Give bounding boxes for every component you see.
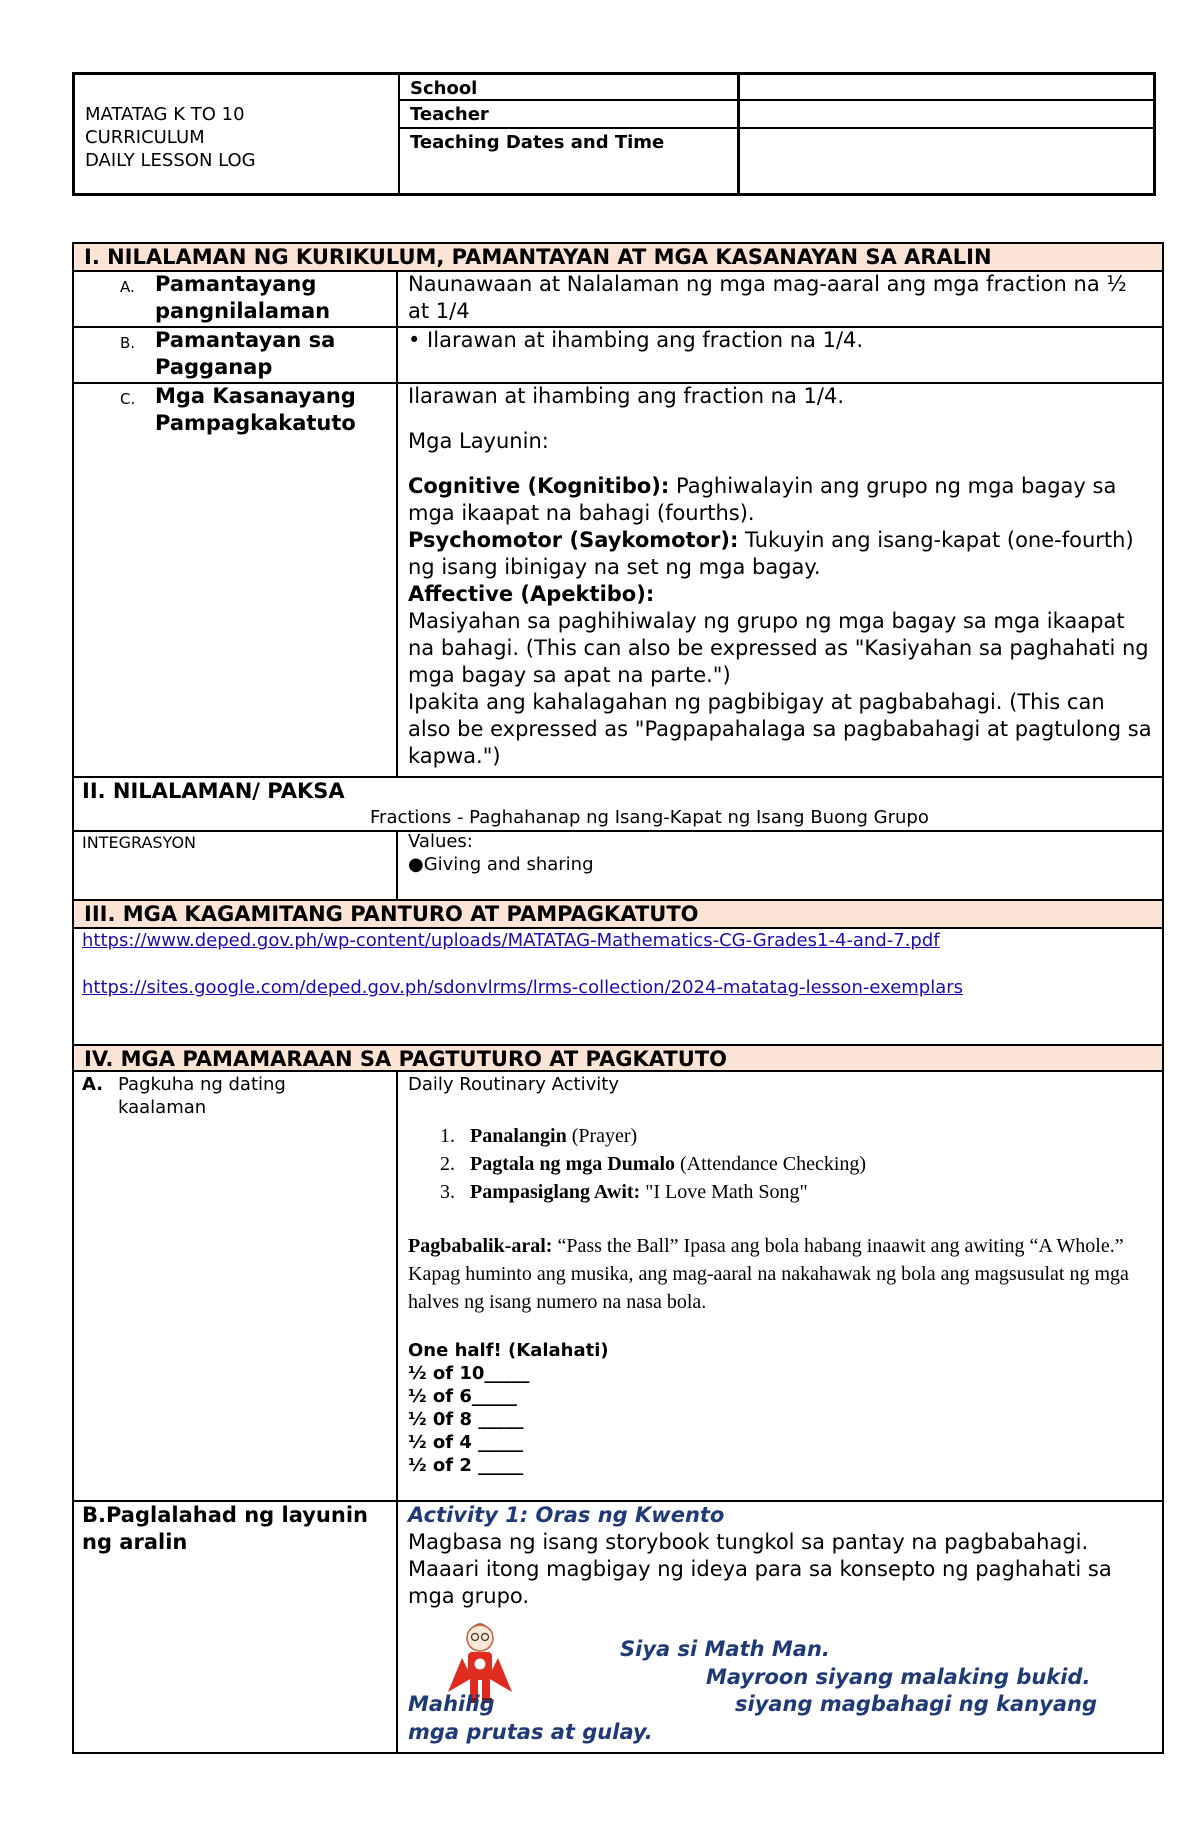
routine-item-2: 2. Pagtala ng mga Dumalo (Attendance Checking) bbox=[440, 1153, 867, 1175]
activity-text: Magbasa ng isang storybook tungkol sa pantay na pagbabahagi. Maaari itong magbigay ng ideya para sa konsepto ng paghahati sa mga grupo. bbox=[408, 1530, 1112, 1608]
school-row bbox=[400, 75, 1153, 101]
column-divider-1 bbox=[396, 272, 398, 776]
story-line-3: Mahilig bbox=[408, 1692, 495, 1716]
psychomotor-objective bbox=[408, 527, 1153, 581]
psychomotor-text: Tukuyin ang isang-kapat (one-fourth) ng isang ibinigay na set ng mga bagay. bbox=[408, 528, 1134, 579]
cognitive-label: Cognitive (Kognitibo): bbox=[408, 474, 670, 498]
activity-block bbox=[408, 1502, 1153, 1610]
row-a-label: Pamantayang pangnilalaman bbox=[155, 272, 331, 323]
routine-item-1: 1. Panalangin (Prayer) bbox=[440, 1125, 638, 1147]
section-1-header bbox=[72, 242, 1164, 272]
title-line-1: MATATAG K TO 10 bbox=[85, 104, 245, 125]
title-line-2: CURRICULUM bbox=[85, 127, 205, 148]
section-3-header bbox=[72, 899, 1164, 929]
section-2-title: II. NILALAMAN/ PAKSA bbox=[82, 779, 345, 803]
half-item-1: ½ of 10_____ bbox=[408, 1363, 530, 1384]
row-c-intro: Ilarawan at ihambing ang fraction na 1/4. bbox=[408, 384, 845, 408]
teacher-label: Teacher bbox=[410, 104, 489, 125]
routine-item-3: 3. Pampasiglang Awit: "I Love Math Song" bbox=[440, 1181, 808, 1203]
half-item-3: ½ 0f 8 _____ bbox=[408, 1409, 524, 1430]
row-iv-b-label: B.Paglalahad ng layunin ng aralin bbox=[82, 1503, 368, 1554]
review-label: Pagbabalik-aral: bbox=[408, 1235, 553, 1257]
row-c-letter: C. bbox=[120, 390, 136, 408]
affective-text-2: Ipakita ang kahalagahan ng pagbibigay at pagbabahagi. (This can also be expressed as "Pagpapahalaga sa pagbabahagi at pagtulong sa kapwa.") bbox=[408, 690, 1152, 768]
row-c-content bbox=[408, 383, 1153, 770]
half-item-2: ½ of 6_____ bbox=[408, 1386, 517, 1407]
row-c-label: Mga Kasanayang Pampagkakatuto bbox=[155, 384, 356, 435]
psychomotor-label: Psychomotor (Saykomotor): bbox=[408, 528, 739, 552]
section-4-title: IV. MGA PAMAMARAAN SA PAGTUTURO AT PAGKATUTO bbox=[84, 1047, 727, 1071]
affective-objective bbox=[408, 581, 1153, 608]
review-paragraph bbox=[408, 1232, 1153, 1316]
curriculum-title bbox=[75, 75, 400, 193]
table-left-border bbox=[72, 242, 74, 1754]
row-iv-a-label: Pagkuha ng dating kaalaman bbox=[118, 1074, 286, 1118]
row-a-letter: A. bbox=[120, 278, 135, 296]
story-line-1: Siya si Math Man. bbox=[620, 1637, 830, 1661]
row-a-content: Naunawaan at Nalalaman ng mga mag-aaral ang mga fraction na ½ at 1/4 bbox=[408, 272, 1127, 323]
values-label: Values: bbox=[408, 831, 473, 852]
cognitive-objective bbox=[408, 473, 1153, 527]
dates-row bbox=[400, 129, 1153, 193]
routine-title: Daily Routinary Activity bbox=[408, 1074, 619, 1095]
title-line-3: DAILY LESSON LOG bbox=[85, 150, 256, 171]
section-4-header bbox=[72, 1044, 1164, 1072]
half-title: One half! (Kalahati) bbox=[408, 1340, 609, 1361]
affective-text: Masiyahan sa paghihiwalay ng grupo ng mga bagay sa mga ikaapat na bahagi. (This can also be expressed as "Kasiyahan sa paghahati ng mga bagay sa apat na parte.") bbox=[408, 609, 1149, 687]
reference-link-1[interactable]: https://www.deped.gov.ph/wp-content/uploads/MATATAG-Mathematics-CG-Grades1-4-and-7.pdf bbox=[82, 930, 940, 951]
story-line-4: siyang magbahagi ng kanyang bbox=[735, 1692, 1098, 1716]
affective-label: Affective (Apektibo): bbox=[408, 582, 655, 606]
layunin-heading: Mga Layunin: bbox=[408, 429, 549, 453]
dates-label: Teaching Dates and Time bbox=[410, 132, 665, 153]
teacher-row bbox=[400, 101, 1153, 129]
topic-text: Fractions - Paghahanap ng Isang-Kapat ng Isang Buong Grupo bbox=[370, 807, 929, 828]
row-b-label: Pamantayan sa Pagganap bbox=[155, 328, 336, 379]
row-b-letter: B. bbox=[120, 334, 136, 352]
review-text: “Pass the Ball” Ipasa ang bola habang inaawit ang awiting “A Whole.” Kapag huminto ang musika, ang mag-aaral na nakahawak ng bola ang magsusulat ng mga halves ng isang numero na nasa bola. bbox=[408, 1235, 1129, 1313]
integrasyon-label: INTEGRASYON bbox=[82, 833, 196, 852]
section-1-title: I. NILALAMAN NG KURIKULUM, PAMANTAYAN AT MGA KASANAYAN SA ARALIN bbox=[84, 245, 992, 269]
school-label: School bbox=[410, 78, 478, 99]
half-item-5: ½ of 2 _____ bbox=[408, 1455, 524, 1476]
values-item: ●Giving and sharing bbox=[408, 854, 594, 875]
lesson-log-header bbox=[72, 72, 1156, 196]
reference-link-2[interactable]: https://sites.google.com/deped.gov.ph/sdonvlrms/lrms-collection/2024-matatag-lesson-exemplars bbox=[82, 977, 964, 998]
cognitive-text: Paghiwalayin ang grupo ng mga bagay sa mga ikaapat na bahagi (fourths). bbox=[408, 474, 1117, 525]
half-item-4: ½ of 4 _____ bbox=[408, 1432, 524, 1453]
row-iv-a-letter: A. bbox=[82, 1074, 104, 1095]
story-line-5: mga prutas at gulay. bbox=[408, 1720, 653, 1744]
column-divider-4 bbox=[396, 1072, 398, 1754]
table-right-border bbox=[1162, 242, 1164, 1754]
section-3-title: III. MGA KAGAMITANG PANTURO AT PAMPAGKATUTO bbox=[84, 902, 699, 926]
activity-title: Activity 1: Oras ng Kwento bbox=[408, 1503, 725, 1527]
half-exercise bbox=[408, 1339, 609, 1477]
row-b-content: • Ilarawan at ihambing ang fraction na 1/4. bbox=[408, 328, 864, 352]
story-line-2: Mayroon siyang malaking bukid. bbox=[706, 1665, 1091, 1689]
